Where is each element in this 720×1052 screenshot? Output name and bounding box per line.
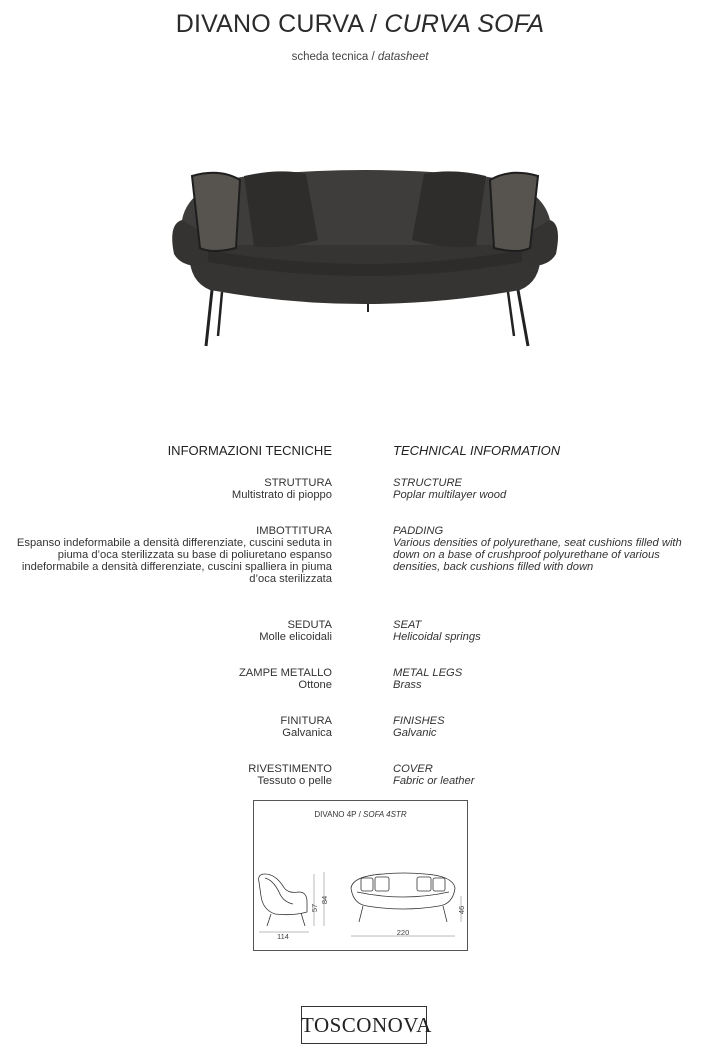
dimensions-title-italian: DIVANO 4P	[314, 810, 357, 819]
spec-value: Molle elicoidali	[259, 631, 332, 643]
subtitle-english: datasheet	[377, 51, 429, 63]
spec-value: Various densities of polyurethane, seat cushions filled with down on a base of crushproof polyurethane of various densities, back cushions filled with down	[393, 537, 682, 573]
spec-value: Fabric or leather	[393, 775, 475, 787]
sofa-leg	[508, 292, 514, 336]
spec-value: Espanso indeformabile a densità differenziate, cuscini seduta in piuma d’oca sterilizzata su base di poliuretano espanso indeformabile a densità differenziate, cuscini spalliera in piuma d’oca sterilizzata	[16, 537, 332, 585]
heading-english: TECHNICAL INFORMATION	[393, 443, 561, 458]
pillow-houndstooth-right	[490, 173, 538, 251]
title-separator: /	[362, 10, 385, 38]
spec-value: Galvanica	[282, 727, 332, 739]
spec-label: STRUTTURA	[264, 477, 332, 489]
pillow-right	[412, 171, 486, 247]
spec-label: ZAMPE METALLO	[238, 667, 332, 679]
spec-value: Ottone	[298, 679, 332, 691]
spec-label: RIVESTIMENTO	[248, 763, 332, 775]
spec-english-seat	[393, 619, 481, 643]
arm-height-value: 57	[310, 903, 319, 913]
width-value: 220	[396, 928, 410, 937]
spec-english-padding	[393, 525, 703, 573]
spec-value: Multistrato di pioppo	[231, 489, 332, 501]
spec-value: Galvanic	[393, 727, 437, 739]
sofa-leg	[518, 290, 528, 346]
page-title	[0, 10, 720, 39]
sofa-leg	[218, 292, 222, 336]
pillow-left	[244, 171, 318, 247]
spec-english-finishes	[393, 715, 445, 739]
spec-italian-legs	[239, 667, 332, 691]
spec-italian-padding	[2, 525, 332, 585]
spec-label: SEDUTA	[287, 619, 332, 631]
spec-english-legs	[393, 667, 462, 691]
spec-label: FINISHES	[393, 715, 445, 727]
heading-italian: INFORMAZIONI TECNICHE	[167, 443, 332, 458]
spec-value: Tessuto o pelle	[257, 775, 332, 787]
depth-value: 114	[277, 932, 289, 941]
seat-height-value: 46	[457, 905, 466, 915]
spec-value: Helicoidal springs	[393, 631, 481, 643]
page-subtitle	[0, 51, 720, 63]
spec-label: IMBOTTITURA	[256, 525, 332, 537]
dimensions-title-english: SOFA 4STR	[363, 810, 407, 819]
brand-logo: TOSCONOVA	[301, 1013, 432, 1037]
spec-label: METAL LEGS	[393, 667, 463, 679]
spec-english-cover	[393, 763, 474, 787]
subtitle-italian: scheda tecnica	[291, 51, 369, 63]
dimensions-drawing	[253, 800, 468, 951]
spec-italian-finishes	[280, 715, 332, 739]
spec-english-structure	[393, 477, 506, 501]
sofa-product-image	[160, 150, 570, 360]
height-value: 84	[320, 895, 329, 905]
spec-value: Brass	[393, 679, 422, 691]
subtitle-separator: /	[368, 51, 378, 63]
title-italian: DIVANO CURVA	[175, 10, 363, 38]
spec-italian-cover	[248, 763, 332, 787]
spec-label: SEAT	[393, 619, 422, 631]
pillow-houndstooth-left	[192, 173, 240, 251]
title-english: CURVA SOFA	[384, 10, 545, 38]
spec-italian-structure	[232, 477, 332, 501]
side-view-drawing	[259, 874, 307, 926]
spec-label: PADDING	[393, 525, 444, 537]
dimensions-title-separator: /	[356, 810, 364, 819]
spec-label: FINITURA	[280, 715, 332, 727]
spec-value: Poplar multilayer wood	[393, 489, 507, 501]
spec-label: STRUCTURE	[393, 477, 462, 489]
sofa-leg	[206, 290, 212, 346]
spec-italian-seat	[259, 619, 332, 643]
spec-label: COVER	[393, 763, 433, 775]
front-view-drawing	[351, 873, 455, 922]
